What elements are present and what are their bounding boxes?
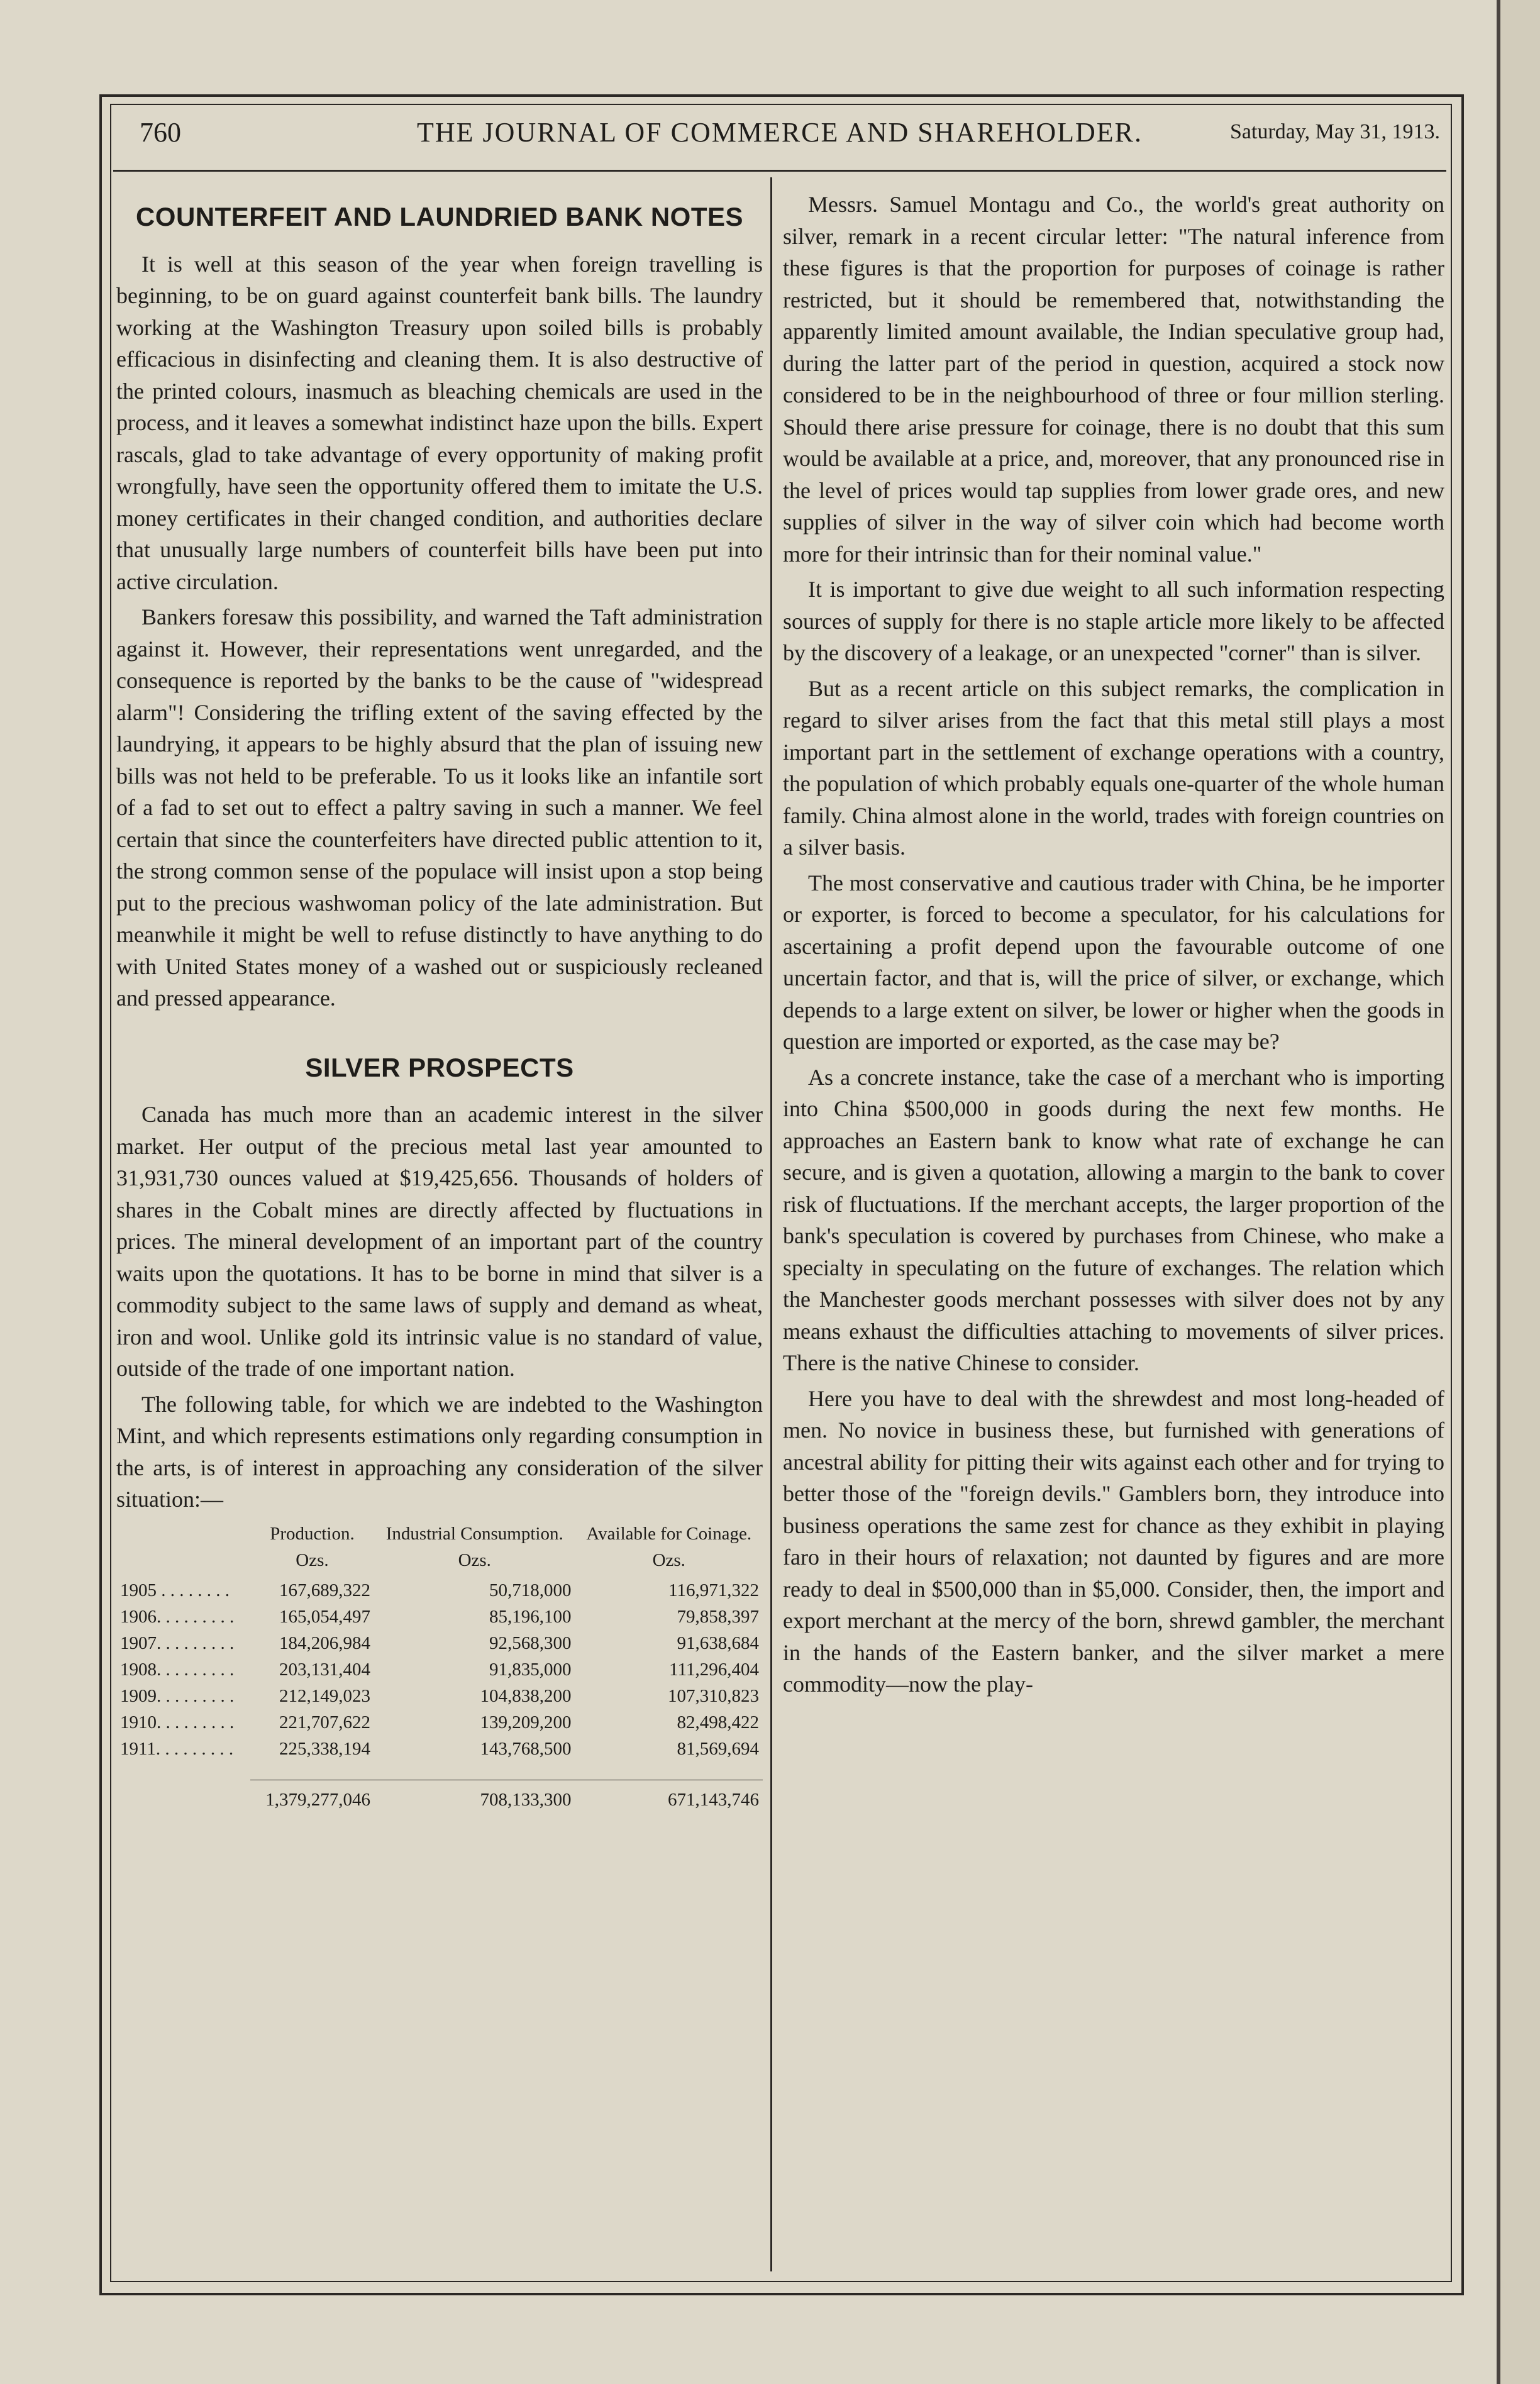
- table-cell-industrial: 85,196,100: [489, 1606, 572, 1627]
- table-row: [116, 1736, 763, 1762]
- table-cell-production: 184,206,984: [279, 1633, 370, 1653]
- header-rule: [113, 170, 1446, 172]
- table-total-production: 1,379,277,046: [265, 1789, 370, 1810]
- table-cell-year: 1909. . . . . . . . .: [120, 1685, 235, 1706]
- table-header-industrial: Industrial Consumption.: [385, 1523, 563, 1544]
- page-number: 760: [140, 117, 181, 148]
- table-unit: Ozs.: [652, 1550, 685, 1570]
- article-paragraph: It is important to give due weight to all such information respecting sources of supply for there is no staple article more likely to be affected by the discovery of a leakage, or an unexpected "corner" than is silver.: [783, 577, 1444, 665]
- table-header-year: [116, 1521, 250, 1547]
- table-total-rule: [116, 1762, 763, 1780]
- table-cell-year: 1908. . . . . . . . .: [120, 1659, 235, 1680]
- table-row: [116, 1683, 763, 1709]
- article-title-counterfeit: COUNTERFEIT AND LAUNDRIED BANK NOTES: [135, 202, 744, 231]
- silver-table: [116, 1521, 763, 1813]
- adjacent-page-edge: [1497, 0, 1540, 2384]
- left-column: [116, 189, 763, 2276]
- table-total-industrial: 708,133,300: [480, 1789, 572, 1810]
- article-paragraph: Bankers foresaw this possibility, and warned the Taft administration against it. However, their representations went unregarded, and the consequence is reported by the banks to be the cause of "widespread alarm"! Considering the trifling extent of the saving effected by the laundrying, it appears to be highly absurd that the plan of issuing new bills was not held to be preferable. To us it looks like an infantile sort of a fad to set out to effect a paltry saving in such a manner. We feel certain that since the counterfeiters have directed public attention to it, the strong common sense of the populace will insist upon a stop being put to the precious washwoman policy of the late administration. But meanwhile it might be well to refuse distinctly to have anything to do with United States money of a washed out or suspiciously recleaned and pressed appearance.: [116, 604, 763, 1011]
- table-total-row: [116, 1780, 763, 1813]
- table-cell-year: 1910. . . . . . . . .: [120, 1712, 235, 1733]
- table-cell-industrial: 104,838,200: [480, 1685, 572, 1706]
- running-head: [113, 116, 1446, 167]
- column-divider: [770, 177, 772, 2271]
- table-cell-coinage: 82,498,422: [677, 1712, 759, 1733]
- table-cell-industrial: 143,768,500: [480, 1738, 572, 1759]
- table-row: [116, 1604, 763, 1630]
- article-paragraph: But as a recent article on this subject remarks, the complication in regard to silver arises from the fact that this metal still plays a most important part in the settlement of exchange operations with a country, the population of which probably equals one-quarter of the whole human family. China almost alone in the world, trades with foreign countries on a silver basis.: [783, 675, 1444, 860]
- table-cell-coinage: 79,858,397: [677, 1606, 759, 1627]
- table-cell-coinage: 111,296,404: [669, 1659, 759, 1680]
- table-cell-industrial: 91,835,000: [489, 1659, 572, 1680]
- journal-title: THE JOURNAL OF COMMERCE AND SHAREHOLDER.: [417, 117, 1143, 148]
- table-header-coinage: Available for Coinage.: [586, 1523, 752, 1544]
- right-column: [783, 189, 1444, 2276]
- table-cell-production: 203,131,404: [279, 1659, 370, 1680]
- table-cell-production: 221,707,622: [279, 1712, 370, 1733]
- article-paragraph: The following table, for which we are indebted to the Washington Mint, and which represents estimations only regarding consumption in the arts, is of interest in approaching any consideration of the silver situation:—: [116, 1391, 763, 1512]
- table-cell-coinage: 81,569,694: [677, 1738, 759, 1759]
- table-cell-year: 1906. . . . . . . . .: [120, 1606, 235, 1627]
- article-paragraph: It is well at this season of the year when foreign travelling is beginning, to be on guard against counterfeit bank bills. The laundry working at the Washington Treasury upon soiled bills is probably efficacious in disinfecting and cleaning them. It is also destructive of the printed colours, inasmuch as bleaching chemicals are used in the process, and it leaves a somewhat indistinct haze upon the bills. Expert rascals, glad to take advantage of every opportunity of making profit wrongfully, have seen the opportunity offered them to imitate the U.S. money certificates in their changed condition, and authorities declare that unusually large numbers of counterfeit bills have been put into active circulation.: [116, 251, 763, 594]
- table-cell-industrial: 92,568,300: [489, 1633, 572, 1653]
- article-paragraph: As a concrete instance, take the case of a merchant who is importing into China $500,000 in goods during the next few months. He approaches an Eastern bank to know what rate of exchange he can secure, and is given a quotation, allowing a margin to the bank to cover risk of fluctuations. If the merchant accepts, the larger proportion of the bank's speculation is covered by purchases from Chinese, who make a specialty in speculating on the future of exchanges. The relation which the Manchester goods merchant possesses with silver does not by any means exhaust the difficulties attaching to movements of silver prices. There is the native Chinese to consider.: [783, 1064, 1444, 1375]
- table-cell-coinage: 116,971,322: [668, 1580, 759, 1600]
- table-cell-production: 167,689,322: [279, 1580, 370, 1600]
- table-row: [116, 1577, 763, 1604]
- issue-date: Saturday, May 31, 1913.: [1230, 120, 1440, 143]
- table-row: [116, 1630, 763, 1656]
- table-cell-year: 1905 . . . . . . . .: [120, 1580, 230, 1600]
- table-cell-production: 212,149,023: [279, 1685, 370, 1706]
- article-paragraph: Here you have to deal with the shrewdest and most long-headed of men. No novice in business these, but furnished with generations of ancestral ability for pitting their wits against each other and for trying to better those of the "foreign devils." Gamblers born, they introduce into business operations the same zest for chance as they exhibit in playing faro in their hours of relaxation; not daunted by figures and are more ready to deal in $500,000 than in $5,000. Consider, then, the import and export merchant at the mercy of the born, shrewd gambler, the merchant in the hands of the Eastern banker, and the silver market a mere commodity—now the play-: [783, 1385, 1444, 1697]
- table-cell-coinage: 91,638,684: [677, 1633, 759, 1653]
- article-paragraph: The most conservative and cautious trader with China, be he importer or exporter, is forced to become a speculator, for his calculations for ascertaining a profit depend upon the favourable outcome of one uncertain factor, and that is, will the price of silver, or exchange, which depends to a large extent on silver, be lower or higher when the goods in question are imported or exported, as the case may be?: [783, 870, 1444, 1054]
- table-cell-year: 1907. . . . . . . . .: [120, 1633, 235, 1653]
- article-paragraph: Canada has much more than an academic interest in the silver market. Her output of the precious metal last year amounted to 31,931,730 ounces valued at $19,425,656. Thousands of holders of shares in the Cobalt mines are directly affected by fluctuations in prices. The mineral development of an important part of the country waits upon the quotations. It has to be borne in mind that silver is a commodity subject to the same laws of supply and demand as wheat, iron and wool. Unlike gold its intrinsic value is no standard of value, outside of the trade of one important nation.: [116, 1102, 763, 1381]
- article-title-silver: SILVER PROSPECTS: [305, 1052, 574, 1082]
- table-header-production: Production.: [270, 1523, 355, 1544]
- table-unit: Ozs.: [458, 1550, 491, 1570]
- article-paragraph: Messrs. Samuel Montagu and Co., the world's great authority on silver, remark in a recent circular letter: "The natural inference from these figures is that the proportion for purposes of coinage is rather restricted, but it should be remembered that, notwithstanding the apparently limited amount available, the Indian speculative group had, during the latter part of the period in question, acquired a stock now considered to be in the neighbourhood of three or four million sterling. Should there arise pressure for coinage, there is no doubt that this sum would be available at a price, and, moreover, that any pronounced rise in the level of prices would tap supplies from lower grade ores, and new supplies of silver in the way of silver coin which had become worth more for their intrinsic than for their nominal value.": [783, 192, 1444, 567]
- table-cell-industrial: 50,718,000: [489, 1580, 572, 1600]
- table-cell-year: 1911. . . . . . . . .: [120, 1738, 234, 1759]
- table-cell-production: 225,338,194: [279, 1738, 370, 1759]
- table-row: [116, 1709, 763, 1736]
- table-cell-coinage: 107,310,823: [668, 1685, 759, 1706]
- table-row: [116, 1656, 763, 1683]
- table-unit: Ozs.: [296, 1550, 329, 1570]
- table-total-coinage: 671,143,746: [668, 1789, 759, 1810]
- table-cell-production: 165,054,497: [279, 1606, 370, 1627]
- table-cell-industrial: 139,209,200: [480, 1712, 572, 1733]
